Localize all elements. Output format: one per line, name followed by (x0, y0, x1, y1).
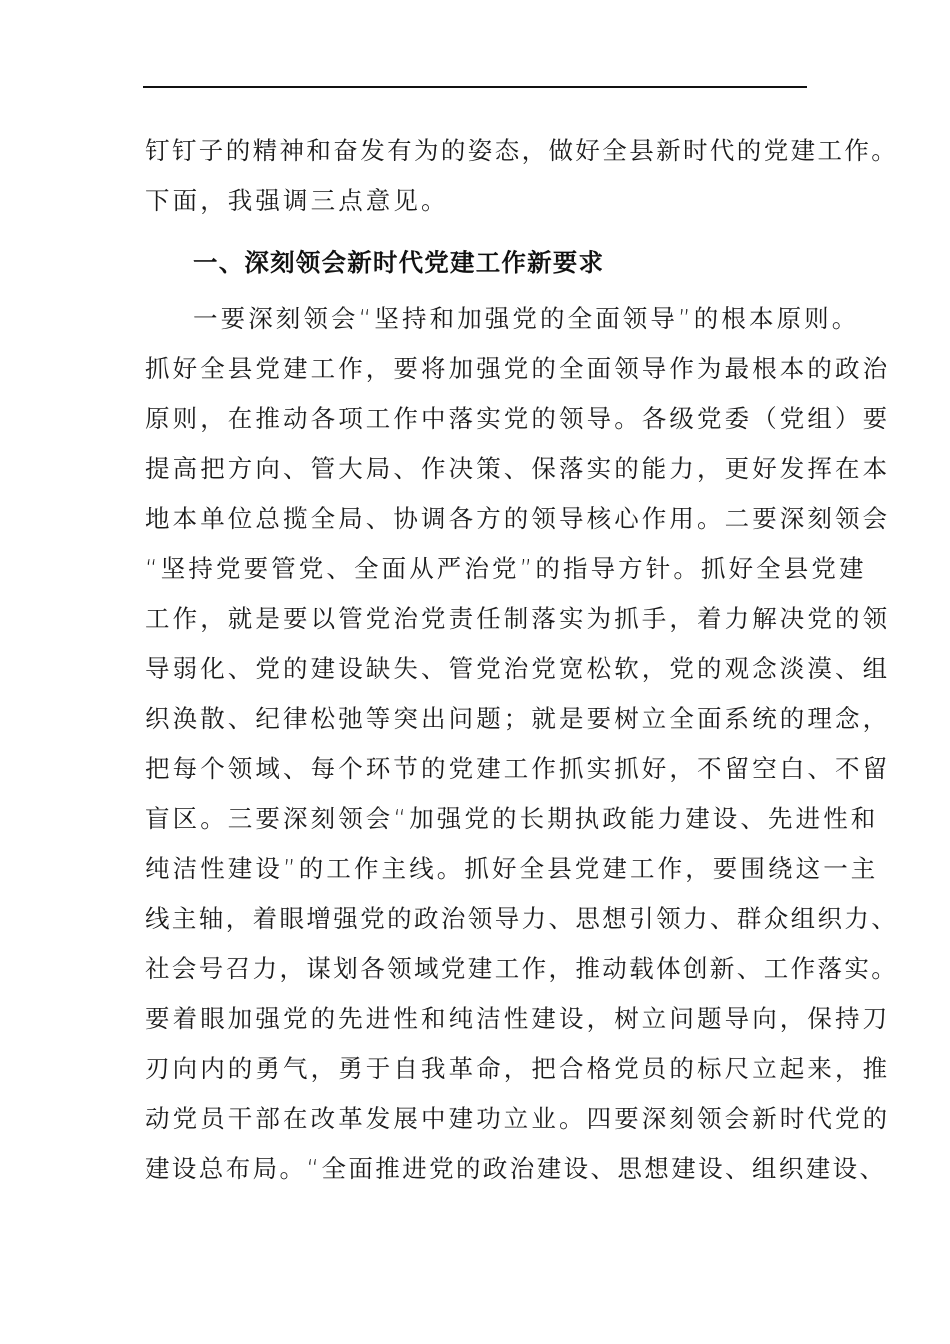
text-line: 提高把方向、管大局、作决策、保落实的能力，更好发挥在本 (145, 454, 891, 483)
text-line: 动党员干部在改革发展中建功立业。四要深刻领会新时代党的 (145, 1104, 891, 1133)
text-line: 盲区。三要深刻领会“加强党的长期执政能力建设、先进性和 (145, 804, 879, 833)
text-line: 社会号召力，谋划各领域党建工作，推动载体创新、工作落实。 (145, 954, 899, 983)
text-line: “坚持党要管党、全面从严治党”的指导方针。抓好全县党建 (145, 554, 867, 583)
text-line: 原则，在推动各项工作中落实党的领导。各级党委（党组）要 (145, 404, 891, 433)
header-rule (143, 86, 807, 88)
text-line: 要着眼加强党的先进性和纯洁性建设，树立问题导向，保持刀 (145, 1004, 891, 1033)
text-line: 下面，我强调三点意见。 (145, 186, 449, 215)
text-line: 把每个领域、每个环节的党建工作抓实抓好，不留空白、不留 (145, 754, 891, 783)
text-line: 刃向内的勇气，勇于自我革命，把合格党员的标尺立起来，推 (145, 1054, 891, 1083)
text-line: 线主轴，着眼增强党的政治领导力、思想引领力、群众组织力、 (145, 904, 899, 933)
text-line: 一要深刻领会“坚持和加强党的全面领导”的根本原则。 (193, 304, 860, 333)
text-line: 钉钉子的精神和奋发有为的姿态，做好全县新时代的党建工作。 (145, 136, 899, 165)
section-heading: 一、深刻领会新时代党建工作新要求 (193, 248, 605, 277)
text-line: 抓好全县党建工作，要将加强党的全面领导作为最根本的政治 (145, 354, 891, 383)
document-body (145, 126, 899, 1194)
text-line: 织涣散、纪律松弛等突出问题；就是要树立全面系统的理念， (145, 704, 891, 733)
text-line: 工作，就是要以管党治党责任制落实为抓手，着力解决党的领 (145, 604, 891, 633)
text-line: 导弱化、党的建设缺失、管党治党宽松软，党的观念淡漠、组 (145, 654, 891, 683)
text-line: 纯洁性建设”的工作主线。抓好全县党建工作，要围绕这一主 (145, 854, 879, 883)
text-line: 地本单位总揽全局、协调各方的领导核心作用。二要深刻领会 (145, 504, 891, 533)
text-line: 建设总布局。“全面推进党的政治建设、思想建设、组织建设、 (145, 1154, 887, 1183)
